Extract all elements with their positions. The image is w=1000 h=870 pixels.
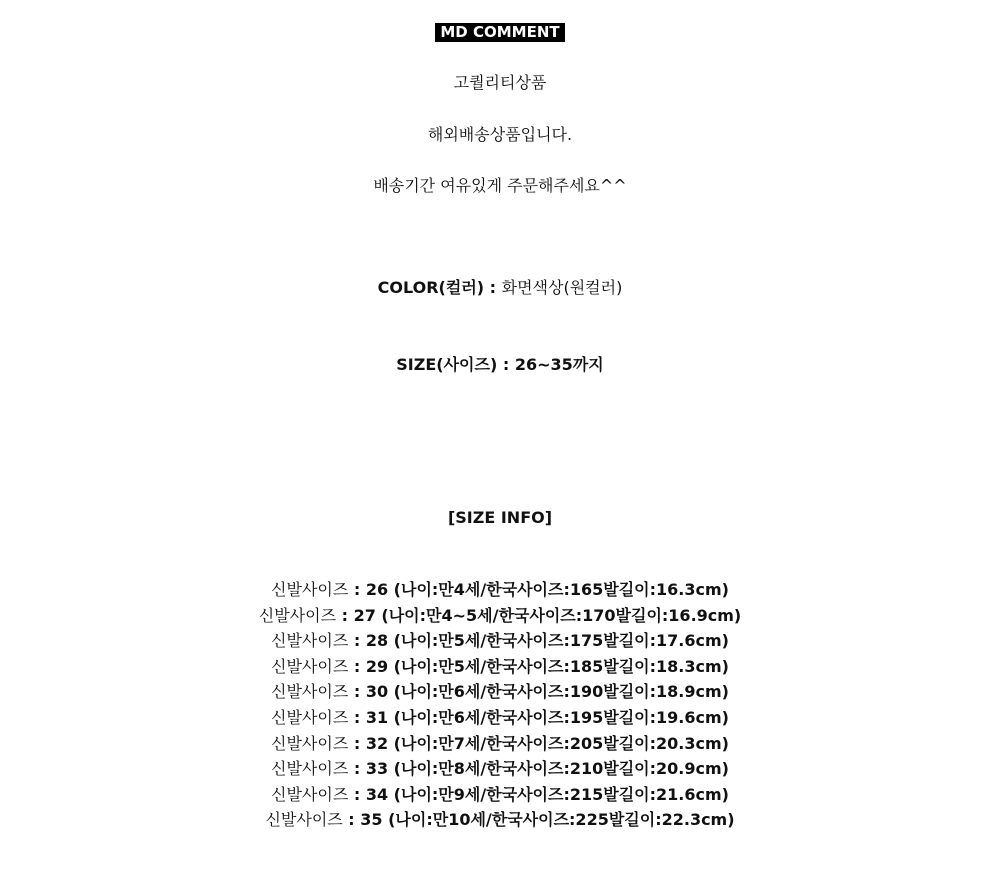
list-item xyxy=(0,756,1000,782)
size-row-label: 신발사이즈 xyxy=(265,810,343,830)
size-row-value: : 30 (나이:만6세/한국사이즈:190발길이:18.9cm) xyxy=(348,682,729,702)
size-row-label: 신발사이즈 xyxy=(271,580,349,599)
list-item xyxy=(0,603,1000,629)
list-item xyxy=(0,679,1000,705)
size-label: SIZE(사이즈) xyxy=(396,355,498,374)
size-row-value: : 32 (나이:만7세/한국사이즈:205발길이:20.3cm) xyxy=(348,733,729,753)
size-info-list xyxy=(0,577,1000,833)
md-comment-line-shipping: 해외배송상품입니다. xyxy=(427,125,573,144)
list-item xyxy=(0,782,1000,808)
md-comment-line-delivery-notice: 배송기간 여유있게 주문해주세요^^ xyxy=(373,176,627,195)
size-row-label: 신발사이즈 xyxy=(271,784,349,804)
md-comment-header xyxy=(0,22,1000,42)
size-row-value: : 29 (나이:만5세/한국사이즈:185발길이:18.3cm) xyxy=(348,656,729,676)
size-row-value: : 28 (나이:만5세/한국사이즈:175발길이:17.6cm) xyxy=(348,631,729,651)
size-row-value: : 33 (나이:만8세/한국사이즈:210발길이:20.9cm) xyxy=(348,759,729,779)
color-value: 화면색상(원컬러) xyxy=(501,278,623,297)
list-item xyxy=(0,654,1000,680)
size-row-value: : 27 (나이:만4~5세/한국사이즈:170발길이:16.9cm) xyxy=(336,605,742,625)
list-item xyxy=(0,705,1000,731)
size-row-label: 신발사이즈 xyxy=(271,733,349,753)
list-item xyxy=(0,807,1000,833)
size-row-label: 신발사이즈 xyxy=(271,759,349,779)
md-comment-title: MD COMMENT xyxy=(435,23,564,42)
color-label: COLOR(컬러) xyxy=(377,278,485,297)
size-row-label: 신발사이즈 xyxy=(271,682,349,702)
color-info xyxy=(0,277,1000,299)
list-item xyxy=(0,577,1000,603)
size-value: 26~35까지 xyxy=(514,355,604,374)
size-row-value: : 26 (나이:만4세/한국사이즈:165발길이:16.3cm) xyxy=(348,580,729,599)
size-info-heading: [SIZE INFO] xyxy=(447,508,553,527)
list-item xyxy=(0,731,1000,757)
size-row-value: : 31 (나이:만6세/한국사이즈:195발길이:19.6cm) xyxy=(348,707,729,727)
size-row-label: 신발사이즈 xyxy=(258,605,337,625)
size-row-label: 신발사이즈 xyxy=(271,631,349,651)
size-row-label: 신발사이즈 xyxy=(271,656,349,676)
size-row-label: 신발사이즈 xyxy=(271,707,349,727)
size-summary xyxy=(0,354,1000,376)
color-separator: : xyxy=(484,278,502,297)
list-item xyxy=(0,628,1000,654)
size-row-value: : 34 (나이:만9세/한국사이즈:215발길이:21.6cm) xyxy=(348,784,729,804)
size-separator: : xyxy=(497,355,515,374)
md-comment-line-quality: 고퀄리티상품 xyxy=(453,73,547,92)
size-row-value: : 35 (나이:만10세/한국사이즈:225발길이:22.3cm) xyxy=(342,810,735,830)
